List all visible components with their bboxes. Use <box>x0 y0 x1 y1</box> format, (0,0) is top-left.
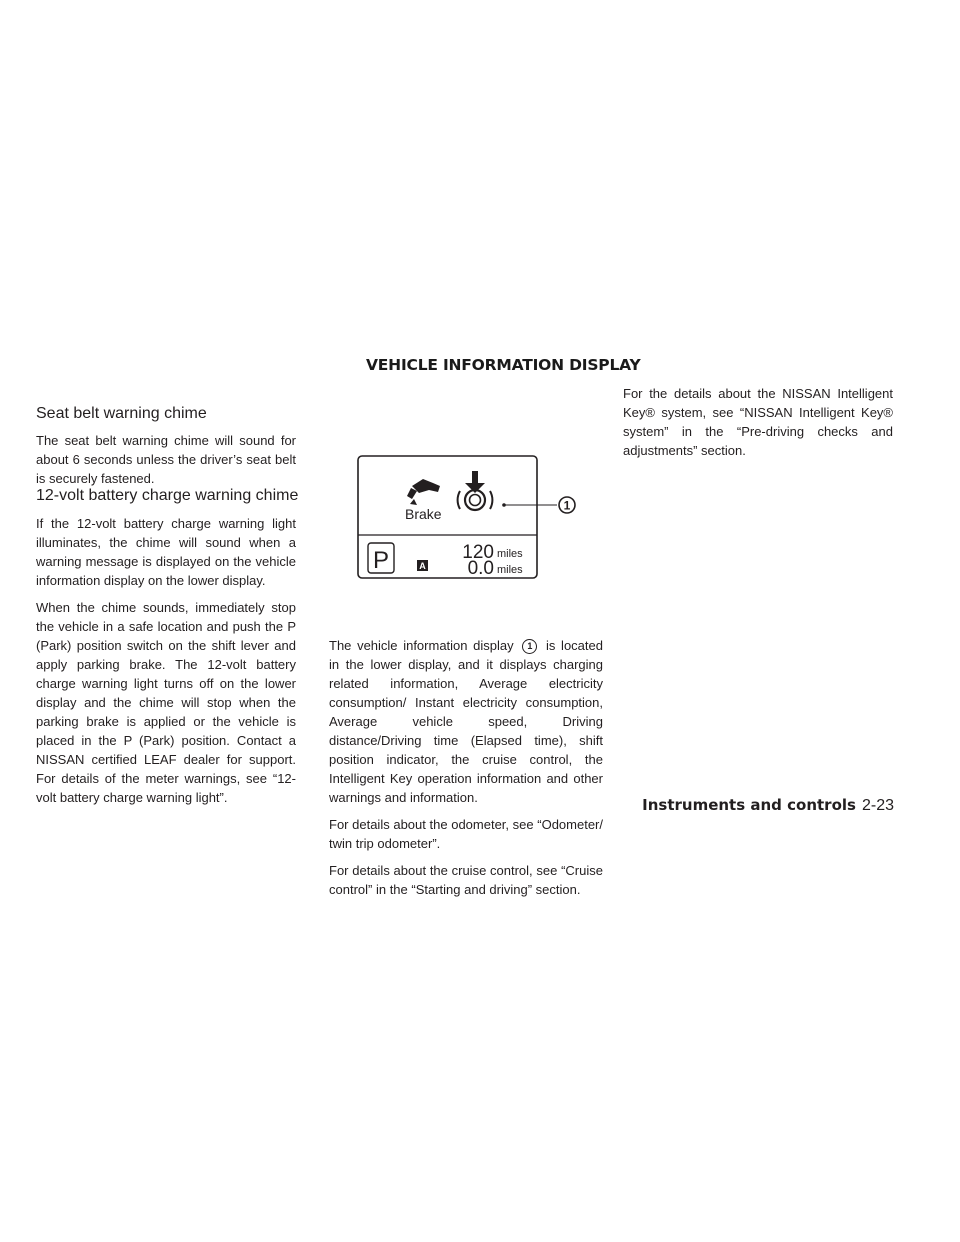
callout-number: 1 <box>563 498 571 513</box>
range-unit: miles <box>497 548 523 560</box>
battery-chime-paragraph-1: If the 12-volt battery charge warning light illuminates, the chime will sound when a warning message is displayed on the vehicle information display on the lower display. <box>36 516 296 588</box>
brake-label: Brake <box>405 506 442 522</box>
vehicle-info-paragraph-1-start: The vehicle information display <box>329 638 514 653</box>
vehicle-info-paragraph-1 <box>329 636 603 807</box>
callout-dot <box>502 503 506 507</box>
footer-section-title: Instruments and controls <box>642 796 856 814</box>
range-value: 120 <box>462 542 494 563</box>
callout-reference-icon: 1 <box>522 639 537 654</box>
page-footer <box>642 796 894 815</box>
trip-value: 0.0 <box>467 558 494 579</box>
trip-unit: miles <box>497 564 523 576</box>
battery-chime-heading: 12-volt battery charge warning chime <box>36 487 299 504</box>
page-number: 2-23 <box>861 797 894 814</box>
auto-badge: A <box>419 561 426 571</box>
foot-on-brake-icon <box>407 479 440 505</box>
odometer-reference-paragraph: For details about the odometer, see “Odometer/ twin trip odometer”. <box>329 817 603 851</box>
seat-belt-chime-heading: Seat belt warning chime <box>36 405 207 422</box>
brake-warning-icon <box>458 471 493 510</box>
battery-chime-paragraph-2: When the chime sounds, immediately stop the vehicle in a safe location and push the P (Park) position switch on the shift lever and apply parking brake. The 12-volt battery charge warning light turns off on the lower display and the chime will stop when the parking brake is applied or the vehicle is placed in the P (Park) position. Contact a NISSAN certified LEAF dealer for support. For details of the meter warnings, see “12-volt battery charge warning light”. <box>36 600 296 805</box>
seat-belt-chime-paragraph: The seat belt warning chime will sound for about 6 seconds unless the driver’s seat belt is securely fastened. <box>36 433 296 486</box>
cruise-control-reference-paragraph: For details about the cruise control, see “Cruise control” in the “Starting and driving” section. <box>329 863 603 897</box>
vehicle-info-paragraph-1-end: is located in the lower display, and it displays charging related information, Average electricity consumption/ Instant electricity consumption, Average vehicle speed, Driving distance/Driving time (Elapsed time), shift position indicator, the cruise control, the Intelligent Key operation information and other warnings and information. <box>329 638 603 805</box>
intelligent-key-paragraph: For the details about the NISSAN Intelligent Key® system, see “NISSAN Intelligent Key® system” in the “Pre-driving checks and adjustments” section. <box>623 386 893 458</box>
gear-indicator: P <box>372 547 390 574</box>
vehicle-info-display-text <box>329 636 603 907</box>
intelligent-key-text <box>623 384 893 468</box>
vehicle-info-display-figure <box>357 455 597 580</box>
battery-chime-text <box>36 514 296 815</box>
section-title: VEHICLE INFORMATION DISPLAY <box>366 356 641 374</box>
